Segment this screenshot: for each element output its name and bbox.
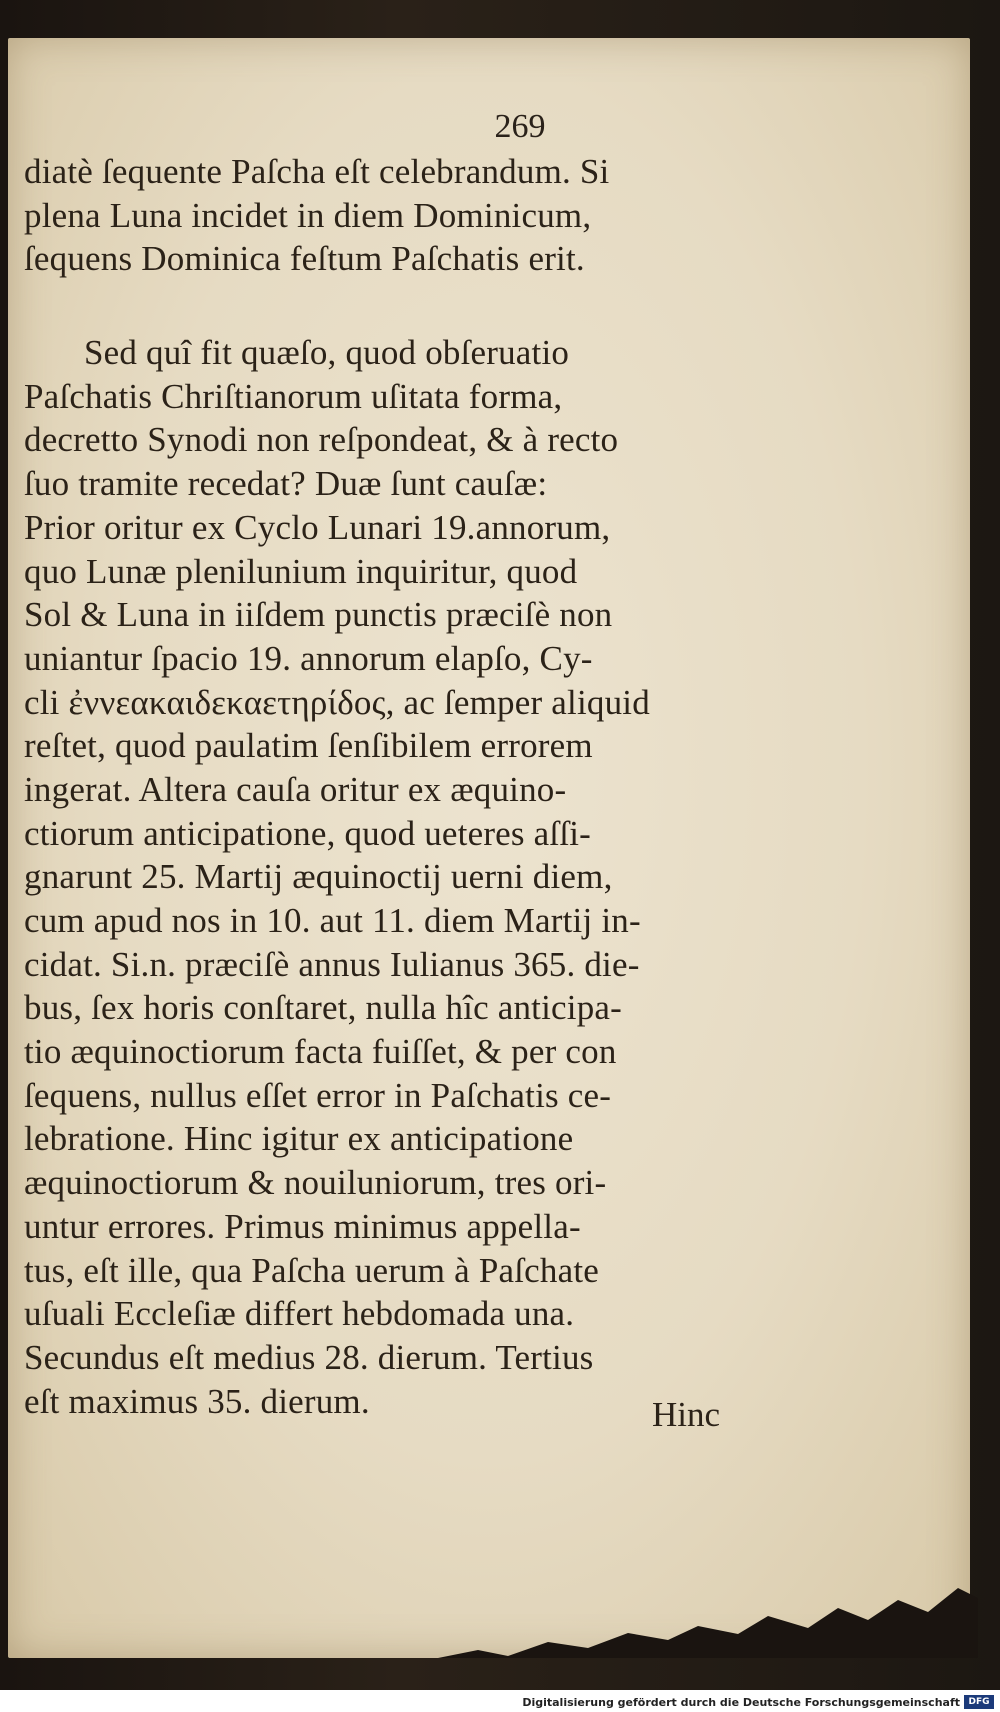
text-line: untur errores. Primus minimus appella-	[24, 1206, 581, 1246]
text-line: Sed quî fit quæſo, quod obſeruatio	[84, 333, 570, 373]
text-line: eſt maximus 35. dierum.	[24, 1381, 370, 1421]
text-line: plena Luna incidet in diem Dominicum,	[24, 195, 592, 235]
text-line: quo Lunæ plenilunium inquiritur, quod	[24, 551, 578, 591]
text-line: tio æquinoctiorum facta fuiſſet, & per con	[24, 1032, 617, 1072]
footer-credit: Digitalisierung gefördert durch die Deutsche Forschungsgemeinschaft	[522, 1696, 960, 1709]
text-line: diatè ſequente Paſcha eſt celebrandum. Si	[24, 152, 610, 191]
text-line: Sol & Luna in iiſdem punctis præciſè non	[24, 595, 613, 635]
dfg-logo: DFG	[964, 1695, 994, 1709]
text-line: ſuo tramite recedat? Duæ ſunt cauſæ:	[24, 464, 548, 504]
paragraph-gap	[24, 281, 700, 331]
text-line: cli ἐννεακαιδεκαετηρίδος, ac ſemper aliquid	[24, 682, 650, 722]
text-line: uniantur ſpacio 19. annorum elapſo, Cy-	[24, 638, 593, 678]
text-line: Paſchatis Chriſtianorum uſitata forma,	[24, 376, 563, 416]
text-line: cidat. Si.n. præciſè annus Iulianus 365. die-	[24, 944, 640, 984]
text-line: bus, ſex horis conſtaret, nulla hîc anticipa-	[24, 988, 622, 1028]
footer-bar	[0, 1690, 1000, 1712]
torn-page-edge	[438, 1538, 978, 1658]
text-line: tus, eſt ille, qua Paſcha uerum à Paſchate	[24, 1250, 600, 1290]
text-line: Secundus eſt medius 28. dierum. Tertius	[24, 1337, 594, 1377]
text-line: æquinoctiorum & nouiluniorum, tres ori-	[24, 1163, 607, 1203]
text-line: uſuali Eccleſiæ differt hebdomada una.	[24, 1294, 575, 1334]
text-line: gnarunt 25. Martij æquinoctij uerni diem,	[24, 857, 613, 897]
text-line: ingerat. Altera cauſa oritur ex æquino-	[24, 769, 567, 809]
text-line: cum apud nos in 10. aut 11. diem Martij in-	[24, 901, 641, 940]
text-line: ctiorum anticipatione, quod ueteres aſſi-	[24, 813, 592, 853]
text-line: ſequens, nullus eſſet error in Paſchatis ce-	[24, 1075, 612, 1115]
catchword: Hinc	[651, 1395, 720, 1434]
text-line: lebratione. Hinc igitur ex anticipatione	[24, 1119, 574, 1159]
body-text	[24, 150, 700, 1423]
text-line: decretto Synodi non reſpondeat, & à recto	[24, 420, 619, 460]
text-line: reſtet, quod paulatim ſenſibilem errorem	[24, 726, 593, 766]
text-line: Prior oritur ex Cyclo Lunari 19.annorum,	[24, 507, 611, 547]
text-line: ſequens Dominica feſtum Paſchatis erit.	[24, 239, 585, 279]
page-number: 269	[494, 108, 546, 145]
